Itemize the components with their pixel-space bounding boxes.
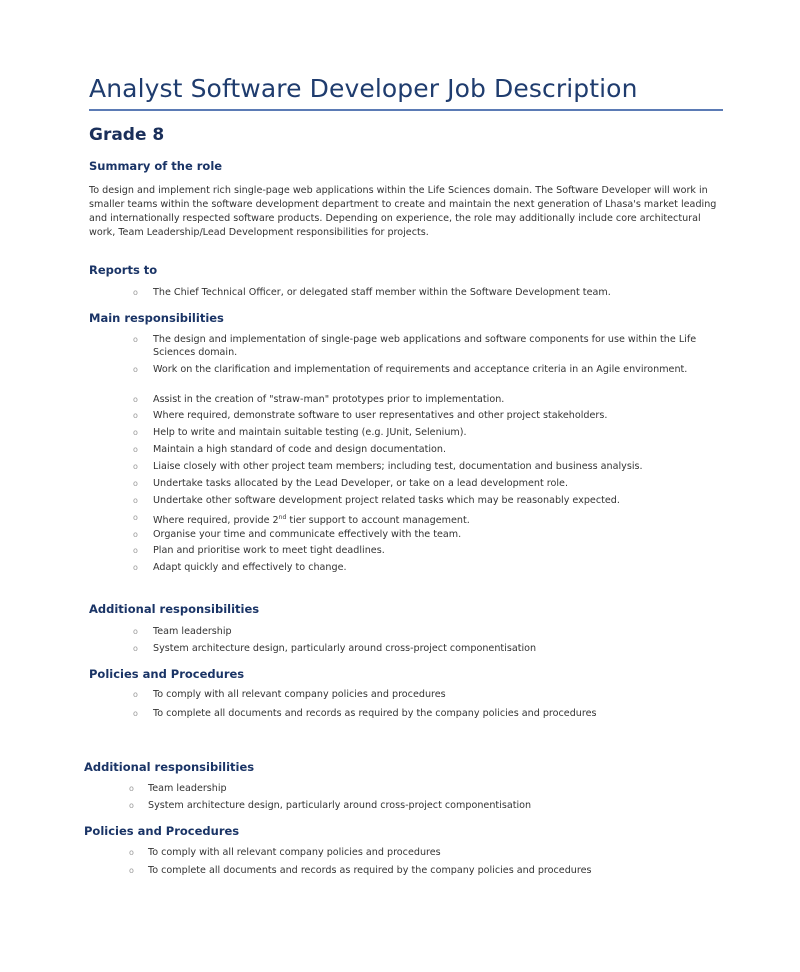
bullet-icon: o: [133, 530, 138, 539]
list-item-text: Organise your time and communicate effectively with the team.: [153, 529, 462, 540]
list-item-text: Assist in the creation of "straw-man" prototypes prior to implementation.: [153, 394, 505, 405]
list-item-text: Where required, provide 2nd tier support to account management.: [153, 514, 470, 527]
bullet-icon: o: [133, 335, 138, 344]
list-item-text: Adapt quickly and effectively to change.: [153, 562, 347, 573]
list-item-text: Team leadership: [148, 783, 227, 794]
section-heading: Policies and Procedures: [84, 824, 240, 838]
bullet-icon: o: [133, 709, 138, 718]
section-heading: Policies and Procedures: [89, 667, 245, 681]
list-item-text: System architecture design, particularly around cross-project componentisation: [153, 643, 537, 654]
bullet-icon: o: [129, 801, 134, 810]
bullet-icon: o: [133, 563, 138, 572]
list-item-text: Work on the clarification and implementation of requirements and acceptance criteria in an Agile environment.: [153, 364, 688, 375]
bullet-icon: o: [129, 784, 134, 793]
bullet-icon: o: [133, 445, 138, 454]
list-item-text: The design and implementation of single-page web applications and software components for use within the Life Sciences domain.: [153, 334, 697, 358]
list-item-text: Plan and prioritise work to meet tight deadlines.: [153, 545, 385, 556]
list-item-text: Where required, demonstrate software to user representatives and other project stakeholders.: [153, 410, 608, 421]
bullet-icon: o: [133, 395, 138, 404]
list-item-text: The Chief Technical Officer, or delegated staff member within the Software Development team.: [153, 287, 611, 298]
bullet-icon: o: [133, 479, 138, 488]
section-heading: Main responsibilities: [89, 311, 224, 325]
list-item-text: To complete all documents and records as required by the company policies and procedures: [148, 865, 592, 876]
title-divider: [89, 109, 723, 111]
bullet-icon: o: [133, 365, 138, 374]
bullet-icon: o: [133, 644, 138, 653]
list-item-text: Liaise closely with other project team members; including test, documentation and business analysis.: [153, 461, 643, 472]
bullet-icon: o: [133, 411, 138, 420]
list-item-text: Team leadership: [153, 626, 232, 637]
bullet-icon: o: [133, 690, 138, 699]
bullet-icon: o: [133, 546, 138, 555]
summary-heading: Summary of the role: [89, 159, 223, 173]
bullet-icon: o: [133, 288, 138, 297]
bullet-icon: o: [129, 848, 134, 857]
list-item-text: To comply with all relevant company policies and procedures: [153, 689, 446, 700]
bullet-icon: o: [129, 866, 134, 875]
list-item-text: System architecture design, particularly around cross-project componentisation: [148, 800, 532, 811]
bullet-icon: o: [133, 496, 138, 505]
bullet-icon: o: [133, 462, 138, 471]
section-heading: Reports to: [89, 263, 158, 277]
bullet-icon: o: [133, 513, 138, 522]
list-item-text: To complete all documents and records as required by the company policies and procedures: [153, 708, 597, 719]
list-item-text: To comply with all relevant company policies and procedures: [148, 847, 441, 858]
list-item-text: Maintain a high standard of code and design documentation.: [153, 444, 447, 455]
summary-paragraph: To design and implement rich single-page web applications within the Life Sciences domain. The Software Developer will work in smaller teams within the software development department to create and maintain the next generation of Lhasa's market leading and internationally respected software products. Depending on experience, the role may additionally include core architectural work, Team Leadership/Lead Development responsibilities for projects.: [89, 185, 717, 238]
bullet-icon: o: [133, 627, 138, 636]
list-item-text: Undertake tasks allocated by the Lead Developer, or take on a lead development role.: [153, 478, 569, 489]
grade-heading: Grade 8: [89, 125, 165, 145]
document-title: Analyst Software Developer Job Description: [89, 74, 638, 103]
section-heading: Additional responsibilities: [89, 602, 260, 616]
list-item-text: Help to write and maintain suitable testing (e.g. JUnit, Selenium).: [153, 427, 467, 438]
section-heading: Additional responsibilities: [84, 760, 255, 774]
list-item-text: Undertake other software development project related tasks which may be reasonably expected.: [153, 495, 620, 506]
bullet-icon: o: [133, 428, 138, 437]
